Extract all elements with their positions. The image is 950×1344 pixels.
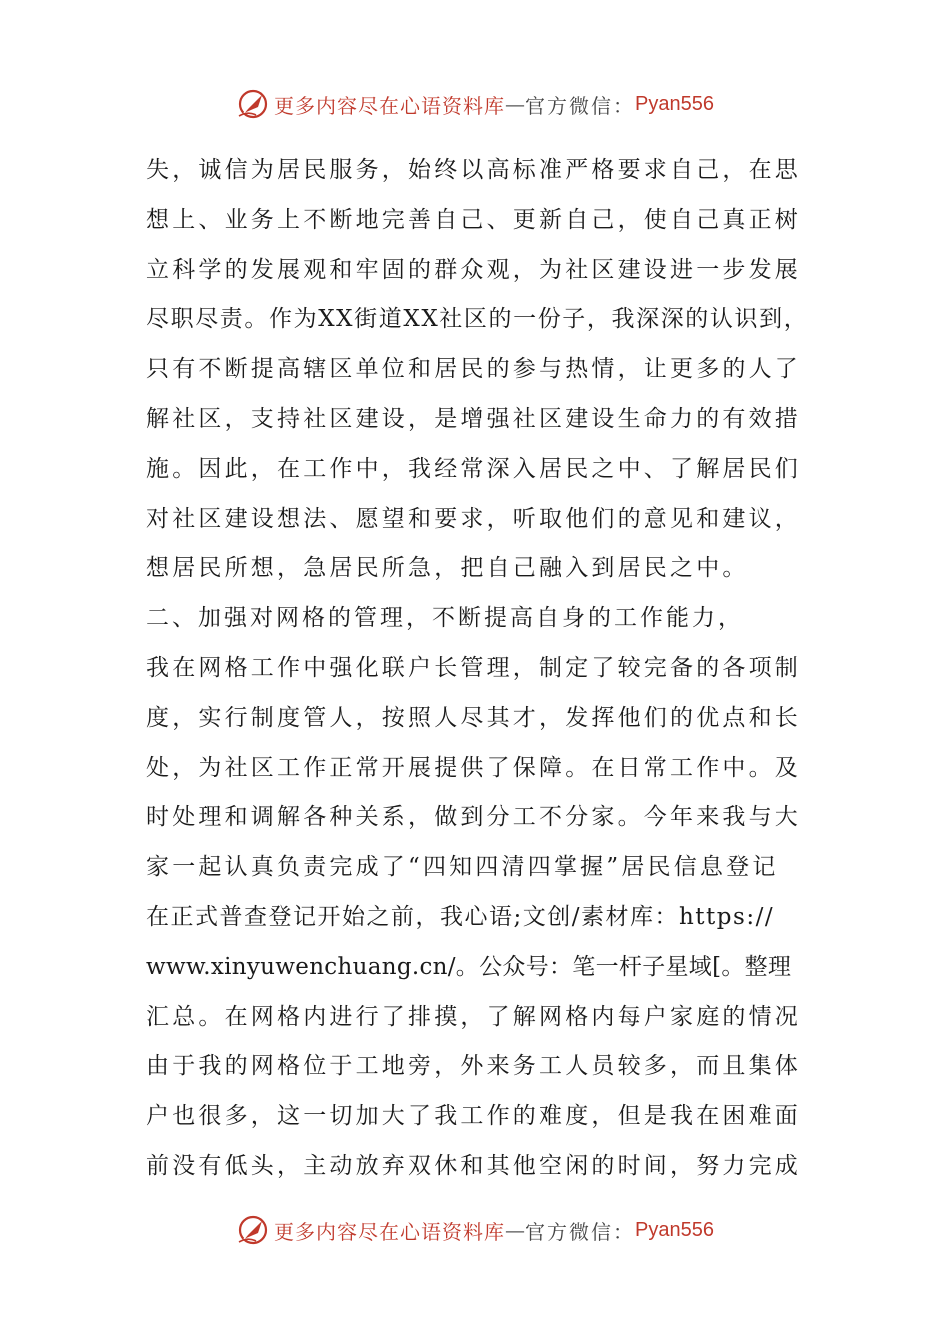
body-line: 想上、业务上不断地完善自己、更新自己，使自己真正树 [146,206,801,233]
header-promo-text: 更多内容尽在心语资料库 [274,93,506,118]
body-line: 失，诚信为居民服务，始终以高标准严格要求自己，在思 [146,157,801,183]
quill-pen-logo-icon [236,87,270,121]
body-line: 户也很多，这一切加大了我工作的难度，但是我在困难面 [146,1103,801,1130]
document-body [146,146,808,1192]
header-wechat-id: Pyan556 [635,92,714,115]
header-banner [0,84,950,124]
body-line: 只有不断提高辖区单位和居民的参与热情，让更多的人了 [146,356,801,383]
body-line: 解社区，支持社区建设，是增强社区建设生命力的有效措 [146,405,801,432]
body-line: 施。因此，在工作中，我经常深入居民之中、了解居民们 [146,455,801,482]
body-line: 处，为社区工作正常开展提供了保障。在日常工作中。及 [146,754,801,781]
footer-wechat-id: Pyan556 [635,1218,714,1241]
quill-pen-logo-icon [236,1213,270,1247]
body-line: 对社区建设想法、愿望和要求，听取他们的意见和建议， [146,505,801,532]
body-line: 时处理和调解各种关系，做到分工不分家。今年来我与大 [146,804,801,831]
footer-promo-text: 更多内容尽在心语资料库 [274,1219,506,1244]
body-line: 在正式普查登记开始之前，我心语;文创/素材库：https:// [146,903,775,930]
body-line: 尽职尽责。作为XX街道XX社区的一份子，我深深的认识到， [146,306,808,333]
body-line: 由于我的网格位于工地旁，外来务工人员较多，而且集体 [146,1053,801,1080]
footer-wechat-label: 官方微信： [525,1219,636,1244]
header-wechat-label: 官方微信： [525,93,636,118]
section-heading: 二、加强对网格的管理，不断提高自身的工作能力， [146,605,744,632]
body-line: 家一起认真负责完成了“四知四清四掌握”居民信息登记 [146,854,779,881]
footer-banner [0,1210,950,1250]
body-line: 度，实行制度管人，按照人尽其才，发挥他们的优点和长 [146,704,801,731]
body-line: 想居民所想，急居民所急，把自己融入到居民之中。 [146,555,749,582]
body-line: www.xinyuwenchuang.cn/。公众号：笔一杆子星域[。整理 [146,953,792,980]
footer-dash: — [505,1218,526,1242]
body-line: 立科学的发展观和牢固的群众观，为社区建设进一步发展 [146,256,801,283]
header-dash: — [505,92,526,116]
body-line: 我在网格工作中强化联户长管理，制定了较完备的各项制 [146,654,801,681]
body-line: 汇总。在网格内进行了排摸，了解网格内每户家庭的情况 [146,1003,801,1030]
body-line: 前没有低头，主动放弃双休和其他空闲的时间，努力完成 [146,1152,801,1179]
